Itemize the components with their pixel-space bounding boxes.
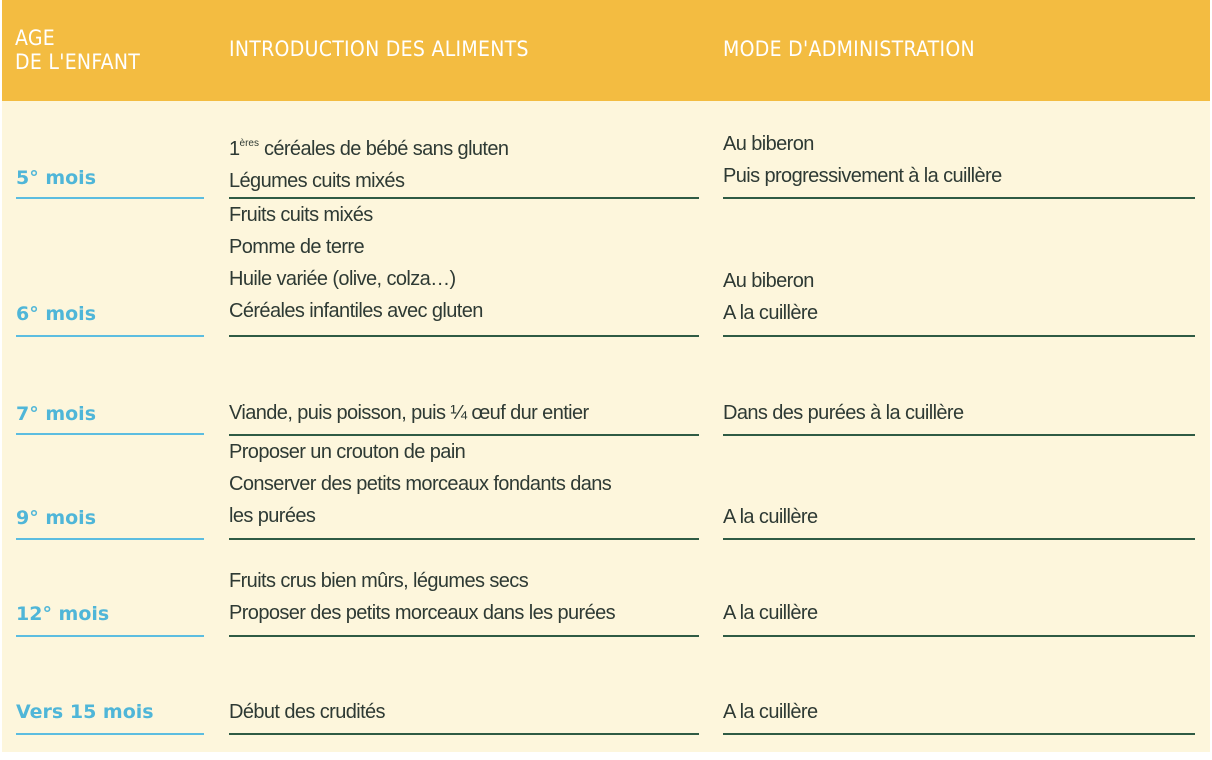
row-modes-6	[723, 265, 1193, 329]
row-divider	[723, 538, 1195, 540]
mode-item: Au biberon	[723, 270, 814, 292]
food-item: Fruits cuits mixés	[229, 204, 373, 226]
food-item: Céréales infantiles avec gluten	[229, 300, 483, 322]
age-underline	[16, 197, 204, 199]
row-foods-7	[229, 397, 699, 429]
row-divider	[723, 733, 1195, 735]
age-underline	[16, 733, 204, 735]
row-foods-5	[229, 128, 699, 197]
mode-item: Au biberon	[723, 133, 814, 155]
row-foods-15	[229, 696, 699, 728]
food-item: Conserver des petits morceaux fondants dans	[229, 473, 612, 495]
row-divider	[229, 635, 699, 637]
age-underline	[16, 635, 204, 637]
header-age	[15, 26, 205, 74]
header-introduction: INTRODUCTION DES ALIMENTS	[229, 37, 529, 61]
mode-item: Dans des purées à la cuillère	[723, 402, 964, 424]
row-divider	[229, 335, 699, 337]
mode-item: A la cuillère	[723, 302, 818, 324]
age-underline	[16, 433, 204, 435]
food-item: Viande, puis poisson, puis ¼ œuf dur entier	[229, 402, 589, 424]
row-modes-9	[723, 501, 1193, 533]
food-item: Proposer des petits morceaux dans les purées	[229, 602, 616, 624]
row-age-7: 7° mois	[16, 403, 97, 425]
row-age-6: 6° mois	[16, 303, 97, 325]
age-underline	[16, 538, 204, 540]
row-modes-12	[723, 597, 1193, 629]
food-introduction-table	[2, 0, 1210, 752]
food-item: 1ères céréales de bébé sans gluten	[229, 138, 509, 160]
food-item: Fruits crus bien mûrs, légumes secs	[229, 570, 529, 592]
food-item: Légumes cuits mixés	[229, 170, 405, 192]
row-divider	[723, 434, 1195, 436]
food-item: Huile variée (olive, colza…)	[229, 268, 456, 290]
header-age-line1: AGE	[15, 26, 56, 50]
row-foods-6	[229, 199, 699, 327]
row-modes-5	[723, 128, 1193, 192]
row-age-12: 12° mois	[16, 603, 110, 625]
age-underline	[16, 335, 204, 337]
mode-item: A la cuillère	[723, 506, 818, 528]
food-item: Pomme de terre	[229, 236, 364, 258]
food-item: Proposer un crouton de pain	[229, 441, 466, 463]
row-divider	[723, 197, 1195, 199]
row-foods-12	[229, 565, 699, 629]
mode-item: Puis progressivement à la cuillère	[723, 165, 1002, 187]
mode-item: A la cuillère	[723, 602, 818, 624]
row-foods-9	[229, 436, 699, 532]
row-divider	[229, 538, 699, 540]
row-divider	[229, 733, 699, 735]
header-age-line2: DE L'ENFANT	[15, 50, 141, 74]
row-divider	[723, 635, 1195, 637]
mode-item: A la cuillère	[723, 701, 818, 723]
row-modes-7	[723, 397, 1193, 429]
table-header	[2, 0, 1210, 101]
row-age-9: 9° mois	[16, 507, 97, 529]
row-age-15: Vers 15 mois	[16, 701, 154, 723]
header-mode: MODE D'ADMINISTRATION	[723, 37, 975, 61]
food-item: Début des crudités	[229, 701, 385, 723]
row-age-5: 5° mois	[16, 167, 97, 189]
food-item: les purées	[229, 505, 316, 527]
row-divider	[723, 335, 1195, 337]
row-modes-15	[723, 696, 1193, 728]
